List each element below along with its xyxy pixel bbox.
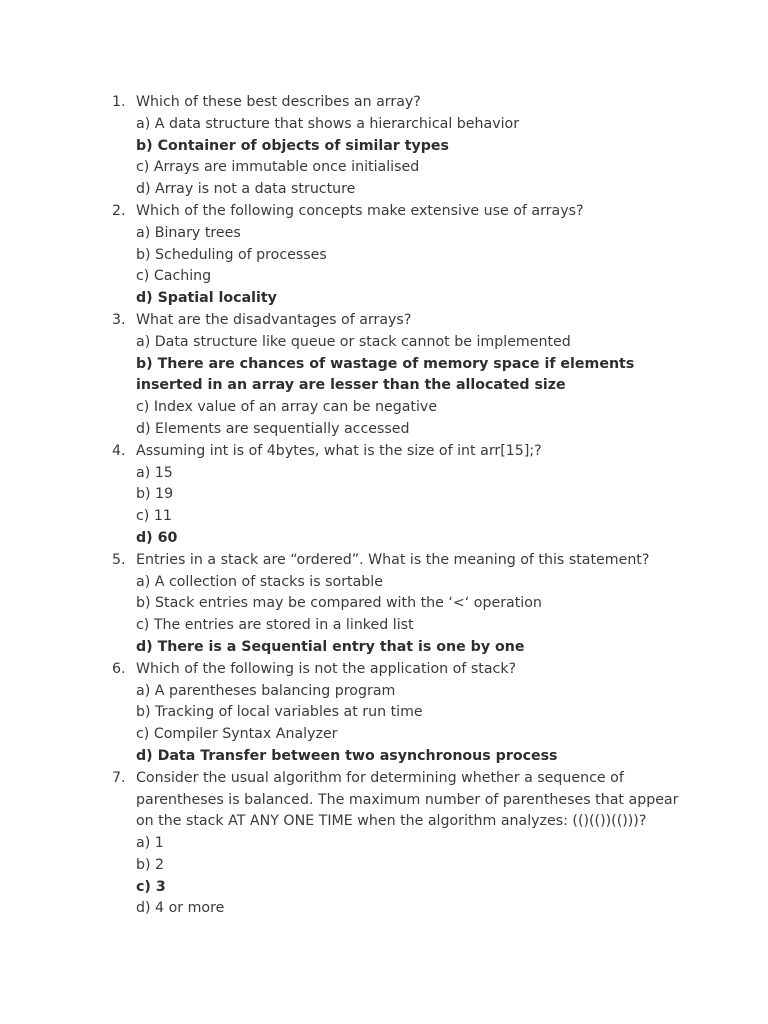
answer-option: b) Stack entries may be compared with the ‘<‘ operation bbox=[136, 595, 542, 612]
answer-option: b) 2 bbox=[136, 856, 165, 873]
question-number: 4. bbox=[112, 442, 126, 459]
question-text: Consider the usual algorithm for determining whether a sequence of parentheses is balanced. The maximum number of parentheses that appear on the stack AT ANY ONE TIME when the algorithm analyzes: (()(())(()))? bbox=[136, 769, 679, 830]
correct-answer-option: b) There are chances of wastage of memory space if elements inserted in an array are lesser than the allocated size bbox=[136, 355, 635, 394]
answer-option: c) Compiler Syntax Analyzer bbox=[136, 726, 338, 743]
answer-option: b) Tracking of local variables at run time bbox=[136, 704, 423, 721]
correct-answer-option: d) Spatial locality bbox=[136, 290, 277, 307]
answer-option: d) Array is not a data structure bbox=[136, 181, 356, 198]
question-text: Assuming int is of 4bytes, what is the size of int arr[15];? bbox=[136, 442, 542, 459]
question-text: Entries in a stack are “ordered”. What is the meaning of this statement? bbox=[136, 551, 650, 568]
answer-option: b) Scheduling of processes bbox=[136, 246, 327, 263]
question-item bbox=[112, 310, 682, 441]
answer-option: d) Elements are sequentially accessed bbox=[136, 420, 410, 437]
answer-option: a) 1 bbox=[136, 835, 164, 852]
question-item bbox=[112, 768, 682, 921]
answer-option: a) A data structure that shows a hierarchical behavior bbox=[136, 115, 520, 132]
question-list bbox=[112, 92, 682, 920]
question-item bbox=[112, 550, 682, 659]
correct-answer-option: d) There is a Sequential entry that is one by one bbox=[136, 638, 525, 655]
answer-option: c) Caching bbox=[136, 268, 212, 285]
correct-answer-option: d) 60 bbox=[136, 529, 178, 546]
answer-option: a) 15 bbox=[136, 464, 173, 481]
answer-option: b) 19 bbox=[136, 486, 174, 503]
question-text: What are the disadvantages of arrays? bbox=[136, 311, 412, 328]
answer-option: a) Binary trees bbox=[136, 224, 241, 241]
question-item bbox=[112, 201, 682, 310]
correct-answer-option: b) Container of objects of similar types bbox=[136, 137, 449, 154]
question-text: Which of the following is not the application of stack? bbox=[136, 660, 517, 677]
question-text: Which of the following concepts make extensive use of arrays? bbox=[136, 202, 584, 219]
question-number: 6. bbox=[112, 660, 126, 677]
answer-option: a) A collection of stacks is sortable bbox=[136, 573, 383, 590]
answer-option: a) A parentheses balancing program bbox=[136, 682, 396, 699]
answer-option: d) 4 or more bbox=[136, 900, 225, 917]
answer-option: c) Index value of an array can be negative bbox=[136, 399, 438, 416]
correct-answer-option: d) Data Transfer between two asynchronous process bbox=[136, 747, 558, 764]
question-item bbox=[112, 659, 682, 768]
answer-option: c) Arrays are immutable once initialised bbox=[136, 159, 420, 176]
question-number: 7. bbox=[112, 769, 126, 786]
question-number: 5. bbox=[112, 551, 126, 568]
question-text: Which of these best describes an array? bbox=[136, 94, 421, 110]
question-number: 2. bbox=[112, 202, 126, 219]
question-item bbox=[112, 441, 682, 550]
question-number: 3. bbox=[112, 311, 126, 328]
answer-option: c) 11 bbox=[136, 508, 172, 525]
answer-option: c) The entries are stored in a linked list bbox=[136, 617, 414, 634]
question-number: 1. bbox=[112, 94, 126, 110]
correct-answer-option: c) 3 bbox=[136, 878, 166, 895]
answer-option: a) Data structure like queue or stack cannot be implemented bbox=[136, 333, 571, 350]
question-item bbox=[112, 92, 682, 201]
